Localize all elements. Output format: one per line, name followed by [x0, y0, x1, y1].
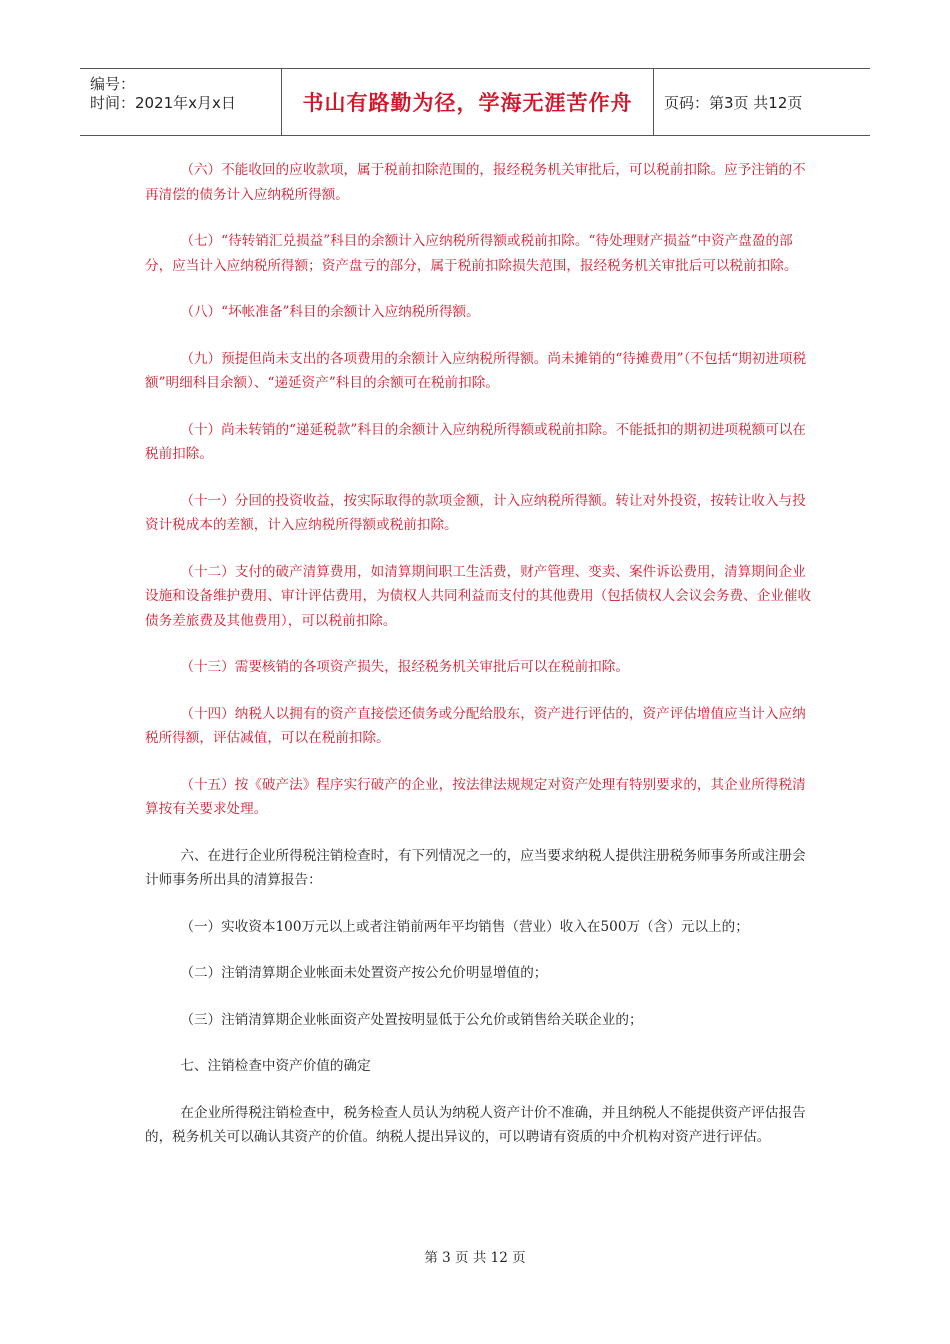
page-header: [80, 68, 870, 136]
footer-page-indicator: 第 3 页 共 12 页: [424, 1250, 526, 1266]
paragraph-item-9: （九）预提但尚未支出的各项费用的余额计入应纳税所得额。尚未摊销的“待摊费用”（不包括“期初进项税额”明细科目余额）、“递延资产”科目的余额可在税前扣除。: [145, 350, 807, 391]
paragraph-item-13: （十三）需要核销的各项资产损失，报经税务机关审批后可以在税前扣除。: [180, 659, 629, 675]
section-6-item-3: （三）注销清算期企业帐面资产处置按明显低于公允价或销售给关联企业的；: [180, 1011, 643, 1028]
paragraph-item-12: （十二）支付的破产清算费用，如清算期间职工生活费，财产管理、变卖、案件诉讼费用，清算期间企业设施和设备维护费用、审计评估费用，为债权人共同利益而支付的其他费用（包括债权人会议会务费、企业催收债务差旅费及其他费用），可以税前扣除。: [145, 563, 812, 629]
paragraph-item-15: （十五）按《破产法》程序实行破产的企业，按法律法规规定对资产处理有特别要求的，其企业所得税清算按有关要求处理。: [145, 776, 806, 817]
header-motto: 书山有路勤为径，学海无涯苦作舟: [302, 91, 633, 115]
document-number-label: 编号：: [90, 75, 136, 93]
paragraph-item-11: （十一）分回的投资收益，按实际取得的款项金额，计入应纳税所得额。转让对外投资，按转让收入与投资计税成本的差额，计入应纳税所得额或税前扣除。: [145, 492, 806, 533]
section-6-item-1: （一）实收资本100万元以上或者注销前两年平均销售（营业）收入在500万（含）元以上的；: [180, 918, 749, 935]
page-footer: [0, 1246, 950, 1266]
paragraph-item-8: （八）“坏帐准备”科目的余额计入应纳税所得额。: [180, 304, 480, 320]
document-body: [145, 158, 813, 1172]
header-page-cell: [654, 69, 870, 135]
header-motto-cell: [282, 69, 654, 135]
document-time-label: 时间：2021年x月x日: [90, 94, 236, 112]
header-meta-cell: [80, 69, 282, 135]
section-6-item-2: （二）注销清算期企业帐面未处置资产按公允价明显增值的；: [180, 965, 548, 981]
paragraph-item-6: （六）不能收回的应收款项，属于税前扣除范围的，报经税务机关审批后，可以税前扣除。应予注销的不再清偿的债务计入应纳税所得额。: [145, 162, 806, 203]
section-7-heading: 七、注销检查中资产价值的确定: [180, 1058, 371, 1074]
paragraph-item-14: （十四）纳税人以拥有的资产直接偿还债务或分配给股东，资产进行评估的，资产评估增值应当计入应纳税所得额，评估减值，可以在税前扣除。: [145, 705, 806, 746]
paragraph-item-10: （十）尚未转销的“递延税款”科目的余额计入应纳税所得额或税前扣除。不能抵扣的期初进项税额可以在税前扣除。: [145, 421, 806, 462]
header-page-indicator: 页码：第3页 共12页: [664, 93, 803, 112]
section-6-intro: 六、在进行企业所得税注销检查时，有下列情况之一的，应当要求纳税人提供注册税务师事务所或注册会计师事务所出具的清算报告：: [145, 847, 806, 888]
section-7-body: 在企业所得税注销检查中，税务检查人员认为纳税人资产计价不准确，并且纳税人不能提供资产评估报告的，税务机关可以确认其资产的价值。纳税人提出异议的，可以聘请有资质的中介机构对资产进行评估。: [145, 1104, 806, 1145]
paragraph-item-7: （七）“待转销汇兑损益”科目的余额计入应纳税所得额或税前扣除。“待处理财产损益”中资产盘盈的部分，应当计入应纳税所得额；资产盘亏的部分，属于税前扣除损失范围，报经税务机关审批后可以税前扣除。: [145, 233, 798, 274]
